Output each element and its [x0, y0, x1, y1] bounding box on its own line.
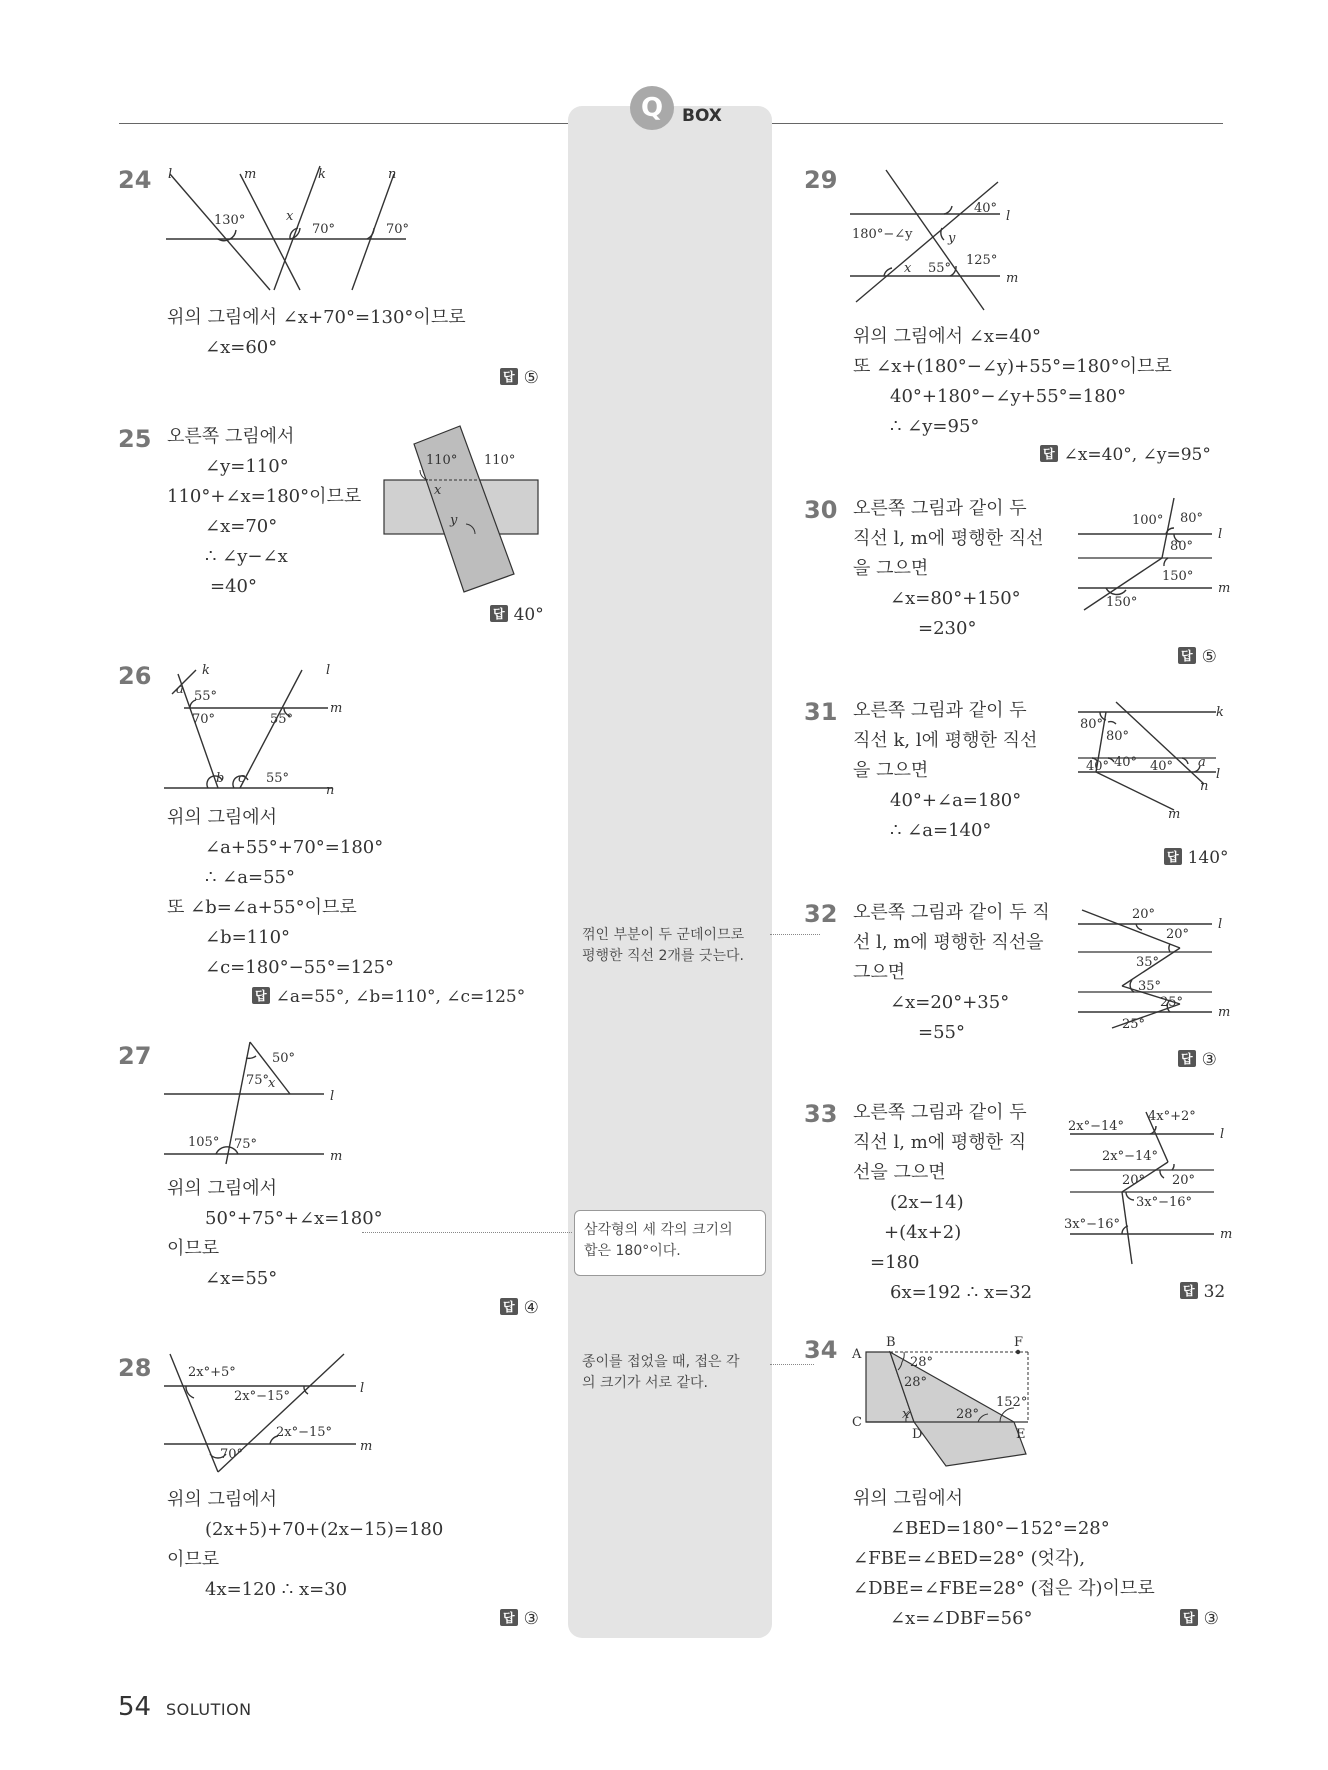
problem-number: 26: [118, 662, 152, 690]
angle-x: x: [286, 209, 294, 224]
figure-27: [160, 1036, 360, 1166]
problem-number: 32: [804, 900, 838, 928]
angle-x: x: [268, 1076, 276, 1091]
label-m: m: [244, 167, 257, 182]
solution-line: 직선 l, m에 평행한 직: [853, 1132, 1027, 1153]
label-m: m: [360, 1439, 373, 1454]
point-A: A: [852, 1347, 862, 1362]
label-l: l: [1220, 1127, 1225, 1142]
angle-label: 25°: [1122, 1017, 1146, 1032]
problem-number: 27: [118, 1042, 152, 1070]
solution-line: ∠x=60°: [205, 337, 278, 358]
answer-30: 답 ⑤: [1178, 647, 1217, 667]
angle-y: y: [948, 231, 956, 246]
angle-label: 70°: [386, 222, 410, 237]
solution-line: 6x=192 ∴ x=32: [890, 1282, 1033, 1303]
label-k: k: [202, 663, 210, 678]
angle-label: 180°−∠y: [852, 227, 913, 242]
solution-line: ∠FBE=∠BED=28° (엇각),: [853, 1548, 1086, 1569]
problem-number: 31: [804, 698, 838, 726]
label-m: m: [330, 1149, 343, 1164]
point-B: B: [886, 1335, 896, 1350]
solution-line: 오른쪽 그림에서: [167, 426, 295, 447]
label-l: l: [1218, 917, 1223, 932]
solution-line: 선 l, m에 평행한 직선을: [853, 932, 1044, 953]
solution-line: 40°+180°−∠y+55°=180°: [890, 386, 1127, 407]
problem-number: 28: [118, 1354, 152, 1382]
label-m: m: [1220, 1227, 1233, 1242]
solution-line: 위의 그림에서: [167, 1489, 278, 1510]
figure-31: [1076, 698, 1236, 828]
figure-29: [848, 162, 1048, 312]
solution-line: ∴ ∠a=55°: [205, 867, 295, 888]
solution-line: ∠x=20°+35°: [890, 992, 1010, 1013]
angle-label: 35°: [1138, 979, 1162, 994]
angle-label: 20°: [1172, 1173, 1196, 1188]
angle-y: y: [450, 513, 458, 528]
solution-line: ∠x=55°: [205, 1268, 278, 1289]
solution-line: ∠x=80°+150°: [890, 588, 1021, 609]
angle-label: 55°: [270, 712, 294, 727]
label-m: m: [1218, 581, 1231, 596]
figure-28: [160, 1348, 380, 1478]
angle-label: 2x°+5°: [188, 1365, 236, 1380]
label-n: n: [1200, 779, 1209, 794]
angle-label: 2x°−15°: [234, 1389, 291, 1404]
answer-25: 답 40°: [490, 605, 544, 625]
angle-c: c: [238, 771, 246, 786]
angle-label: 110°: [426, 453, 458, 468]
angle-label: 28°: [904, 1375, 928, 1390]
angle-label: 80°: [1170, 539, 1194, 554]
footer-label: SOLUTION: [166, 1700, 252, 1719]
answer-tag-icon: 답: [500, 368, 518, 385]
angle-label: 3x°−16°: [1136, 1195, 1193, 1210]
solution-line: 50°+75°+∠x=180°: [205, 1208, 383, 1229]
problem-number: 25: [118, 425, 152, 453]
label-m: m: [1006, 271, 1019, 286]
angle-label: 28°: [910, 1355, 934, 1370]
point-D: D: [912, 1427, 923, 1442]
answer-tag-icon: 답: [500, 1298, 518, 1315]
angle-label: 2x°−14°: [1102, 1149, 1159, 1164]
angle-label: 35°: [1136, 955, 1160, 970]
angle-label: 70°: [220, 1447, 244, 1462]
answer-tag-icon: 답: [1164, 848, 1182, 865]
label-l: l: [1006, 209, 1011, 224]
answer-tag-icon: 답: [1180, 1609, 1198, 1626]
answer-tag-icon: 답: [1178, 1050, 1196, 1067]
solution-line: 직선 k, l에 평행한 직선: [853, 730, 1038, 751]
angle-b: b: [216, 771, 225, 786]
label-m: m: [1218, 1005, 1231, 1020]
solution-line: 이므로: [167, 1238, 220, 1259]
answer-tag-icon: 답: [252, 987, 270, 1004]
problem-number: 30: [804, 496, 838, 524]
solution-line: ∠b=110°: [205, 927, 291, 948]
point-E: E: [1016, 1427, 1026, 1442]
solution-line: 위의 그림에서: [853, 1488, 964, 1509]
angle-label: 20°: [1132, 907, 1156, 922]
angle-label: 55°: [928, 261, 952, 276]
solution-line: ∠a+55°+70°=180°: [205, 837, 384, 858]
point-F: F: [1014, 1335, 1024, 1350]
figure-24: [160, 162, 420, 292]
solution-line: 오른쪽 그림과 같이 두: [853, 700, 1027, 721]
angle-label: 2x°−14°: [1068, 1119, 1125, 1134]
solution-line: 위의 그림에서 ∠x=40°: [853, 326, 1041, 347]
q-badge-icon: Q: [630, 86, 674, 130]
solution-line: ∴ ∠y−∠x: [205, 546, 288, 567]
solution-line: ∴ ∠a=140°: [890, 820, 992, 841]
answer-tag-icon: 답: [1180, 1282, 1198, 1299]
solution-line: 4x=120 ∴ x=30: [205, 1579, 348, 1600]
angle-label: 70°: [312, 222, 336, 237]
angle-label: 152°: [996, 1395, 1028, 1410]
label-k: k: [318, 167, 326, 182]
solution-line: 직선 l, m에 평행한 직선: [853, 528, 1044, 549]
label-m: m: [1168, 807, 1181, 822]
answer-tag-icon: 답: [500, 1609, 518, 1626]
solution-line: +(4x+2): [884, 1222, 962, 1243]
page-number: 54: [118, 1692, 152, 1722]
answer-27: 답 ④: [500, 1298, 539, 1318]
angle-label: 2x°−15°: [276, 1425, 333, 1440]
solution-line: =180: [870, 1252, 920, 1273]
angle-label: 20°: [1166, 927, 1190, 942]
solution-line: =40°: [210, 576, 257, 597]
header-rule-right: [772, 123, 1223, 124]
tip-note-34: 종이를 접었을 때, 접은 각 의 크기가 서로 같다.: [582, 1354, 740, 1391]
answer-32: 답 ③: [1178, 1050, 1217, 1070]
solution-line: (2x+5)+70+(2x−15)=180: [205, 1519, 444, 1540]
solution-line: 또 ∠x+(180°−∠y)+55°=180°이므로: [853, 356, 1172, 377]
problem-number: 34: [804, 1336, 838, 1364]
solution-line: ∠x=70°: [205, 516, 278, 537]
connector-line: [770, 1364, 814, 1365]
angle-label: 80°: [1106, 729, 1130, 744]
answer-34: 답 ③: [1180, 1609, 1219, 1629]
solution-line: 오른쪽 그림과 같이 두: [853, 1102, 1027, 1123]
solution-line: 오른쪽 그림과 같이 두: [853, 498, 1027, 519]
angle-label: 3x°−16°: [1064, 1217, 1121, 1232]
angle-x: x: [434, 483, 442, 498]
point-C: C: [852, 1415, 862, 1430]
solution-line: 또 ∠b=∠a+55°이므로: [167, 897, 357, 918]
q-box-label: BOX: [682, 106, 722, 126]
angle-label: 75°: [234, 1137, 258, 1152]
angle-label: 40°: [1114, 755, 1138, 770]
label-n: n: [326, 783, 335, 798]
figure-34: [846, 1330, 1046, 1460]
solution-line: 위의 그림에서 ∠x+70°=130°이므로: [167, 307, 466, 328]
answer-24: 답 ⑤: [500, 368, 539, 388]
angle-label: 130°: [214, 213, 246, 228]
angle-label: 150°: [1106, 595, 1138, 610]
solution-line: ∴ ∠y=95°: [890, 416, 980, 437]
solution-line: ∠BED=180°−152°=28°: [890, 1518, 1110, 1539]
label-l: l: [360, 1381, 365, 1396]
problem-number: 33: [804, 1100, 838, 1128]
angle-label: 20°: [1122, 1173, 1146, 1188]
figure-30: [1076, 494, 1236, 614]
figure-33: [1064, 1104, 1236, 1264]
angle-label: 40°: [1150, 759, 1174, 774]
angle-label: 75°: [246, 1073, 270, 1088]
angle-label: 55°: [266, 771, 290, 786]
angle-label: 80°: [1080, 717, 1104, 732]
label-l: l: [1218, 527, 1223, 542]
solution-line: 이므로: [167, 1549, 220, 1570]
label-n: n: [388, 167, 397, 182]
connector-line: [362, 1232, 572, 1233]
tip-note-32: 꺾인 부분이 두 군데이므로 평행한 직선 2개를 긋는다.: [582, 927, 745, 964]
q-box-column: [568, 106, 772, 1638]
figure-25: [380, 424, 550, 594]
angle-label: 150°: [1162, 569, 1194, 584]
label-k: k: [1216, 705, 1224, 720]
solution-line: (2x−14): [890, 1192, 964, 1213]
angle-label: 28°: [956, 1407, 980, 1422]
angle-label: 50°: [272, 1051, 296, 1066]
answer-tag-icon: 답: [1040, 445, 1058, 462]
angle-label: 105°: [188, 1135, 220, 1150]
solution-line: =55°: [918, 1022, 965, 1043]
angle-label: 100°: [1132, 513, 1164, 528]
angle-x: x: [902, 1407, 910, 1422]
solution-line: =230°: [918, 618, 977, 639]
answer-31: 답 140°: [1164, 848, 1229, 868]
label-l: l: [1216, 767, 1221, 782]
angle-label: 110°: [484, 453, 516, 468]
angle-a: a: [176, 682, 184, 697]
angle-label: 25°: [1160, 995, 1184, 1010]
solution-line: 위의 그림에서: [167, 807, 278, 828]
angle-label: 40°: [974, 201, 998, 216]
label-l: l: [168, 167, 173, 182]
tip-note-27: 삼각형의 세 각의 크기의 합은 180°이다.: [584, 1222, 733, 1259]
solution-line: 선을 그으면: [853, 1162, 946, 1183]
angle-label: 4x°+2°: [1148, 1109, 1196, 1124]
solution-line: 40°+∠a=180°: [890, 790, 1022, 811]
solution-line: ∠c=180°−55°=125°: [205, 957, 395, 978]
angle-label: 40°: [1086, 759, 1110, 774]
problem-number: 29: [804, 166, 838, 194]
answer-29: 답 ∠x=40°, ∠y=95°: [1040, 445, 1211, 465]
solution-line: 을 그으면: [853, 558, 929, 579]
angle-a: a: [1198, 755, 1206, 770]
label-l: l: [330, 1089, 335, 1104]
solution-line: 110°+∠x=180°이므로: [167, 486, 362, 507]
figure-32: [1076, 904, 1236, 1034]
solution-line: 을 그으면: [853, 760, 929, 781]
figure-26: [160, 660, 360, 800]
angle-x: x: [904, 261, 912, 276]
angle-label: 55°: [194, 689, 218, 704]
solution-line: 위의 그림에서: [167, 1178, 278, 1199]
header-rule-left: [119, 123, 569, 124]
answer-26: 답 ∠a=55°, ∠b=110°, ∠c=125°: [252, 987, 525, 1007]
answer-tag-icon: 답: [490, 605, 508, 622]
label-l: l: [326, 663, 331, 678]
solution-line: 오른쪽 그림과 같이 두 직: [853, 902, 1050, 923]
answer-tag-icon: 답: [1178, 647, 1196, 664]
answer-28: 답 ③: [500, 1609, 539, 1629]
angle-label: 70°: [192, 712, 216, 727]
connector-line: [770, 934, 820, 935]
label-m: m: [330, 701, 343, 716]
solution-line: 그으면: [853, 962, 906, 983]
answer-33: 답 32: [1180, 1282, 1225, 1302]
angle-label: 125°: [966, 253, 998, 268]
angle-label: 80°: [1180, 511, 1204, 526]
solution-line: ∠x=∠DBF=56°: [890, 1608, 1033, 1629]
solution-line: ∠y=110°: [205, 456, 289, 477]
solution-line: ∠DBE=∠FBE=28° (접은 각)이므로: [853, 1578, 1155, 1599]
problem-number: 24: [118, 166, 152, 194]
